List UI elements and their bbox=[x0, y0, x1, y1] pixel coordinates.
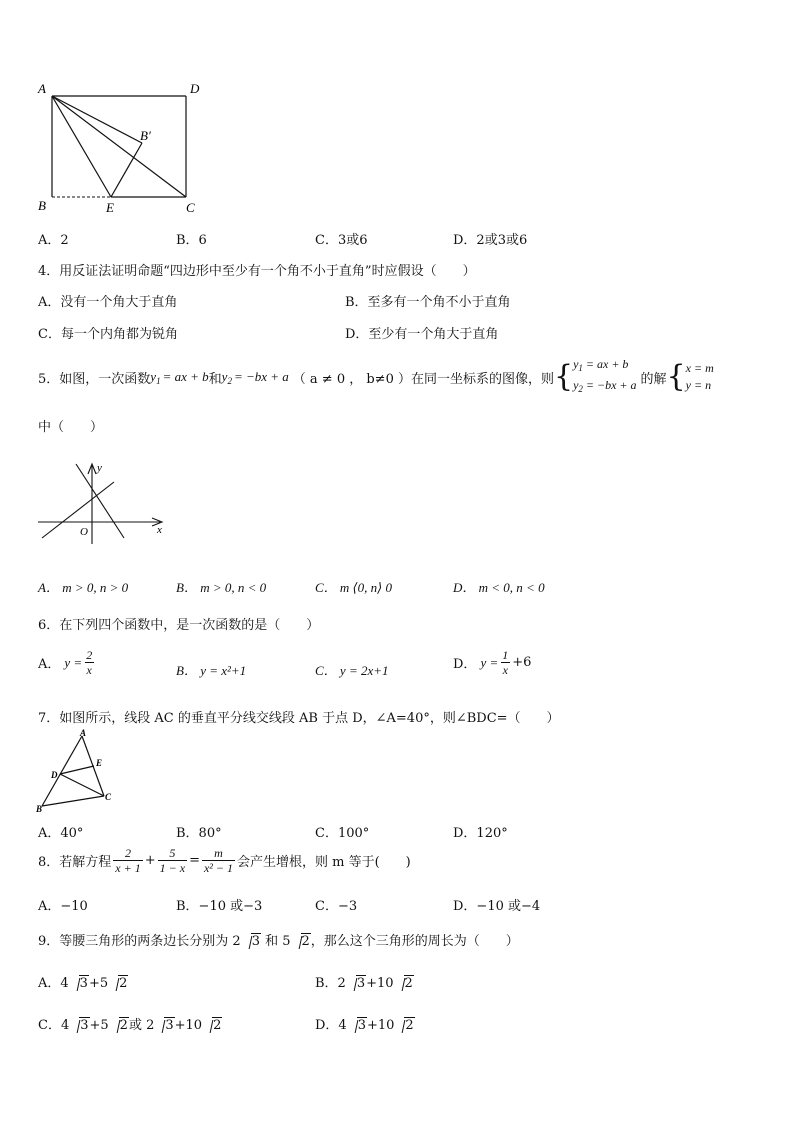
q7-stem: 7．如图所示，线段 AC 的垂直平分线交线段 AB 于点 D，∠A=40°，则∠BDC=（ ） bbox=[38, 711, 560, 726]
label-C: C bbox=[186, 200, 195, 215]
q4-option-c: C．每一个内角都为锐角 bbox=[38, 327, 178, 342]
label-B: B bbox=[38, 198, 46, 213]
q4-stem: 4．用反证法证明命题“四边形中至少有一个角不小于直角”时应假设（ ） bbox=[38, 264, 476, 279]
q7-option-b: B．80° bbox=[176, 826, 222, 841]
q5-system-row2: $y_2 = -bx + a$ bbox=[573, 378, 637, 394]
q7-label-D: D bbox=[51, 770, 58, 780]
q5-solution-row1: x = m bbox=[685, 361, 714, 375]
q5-prefix: 5．如图，一次函数 bbox=[38, 371, 151, 387]
q8-fraction-3: $\frac{m}{\text{x² − 1}}$ bbox=[203, 846, 233, 875]
q5-y2-var: $y_2$ bbox=[221, 368, 232, 386]
q7-label-B: B bbox=[36, 804, 43, 814]
q5-solution-brace: { bbox=[666, 359, 686, 394]
q8-option-c: C．−3 bbox=[315, 899, 358, 914]
q6-stem: 6．在下列四个函数中，是一次函数的是（ ） bbox=[38, 618, 320, 633]
q7-triangle-figure bbox=[34, 728, 119, 814]
q5-eq2: = −bx + a bbox=[233, 369, 289, 384]
q6-option-a: A． y = $\frac{2}{x}$ bbox=[38, 648, 93, 677]
q6-option-c: C． y = 2x+1 bbox=[315, 663, 389, 678]
q8-option-b: B．−10 或−3 bbox=[176, 899, 263, 914]
q5-option-d: D． m < 0, n < 0 bbox=[453, 580, 545, 595]
q5-stem bbox=[38, 356, 714, 398]
q7-option-a: A．40° bbox=[38, 826, 84, 841]
q5-option-c: C． m ⟨0, n⟩ 0 bbox=[315, 580, 392, 595]
q5-graph bbox=[36, 460, 171, 545]
q5-system-brace: { bbox=[553, 359, 574, 394]
q7-option-c: C．100° bbox=[315, 826, 370, 841]
q9-option-d: D．4 3+10 2 bbox=[315, 1018, 414, 1033]
label-A: A bbox=[38, 81, 46, 96]
q5-solution-row2: y = n bbox=[685, 378, 712, 392]
q7-option-d: D．120° bbox=[453, 826, 508, 841]
q5-graph-y-label: y bbox=[97, 462, 102, 474]
q5-eq1: = ax + b bbox=[162, 369, 209, 384]
q9-option-a: A．4 3+5 2 bbox=[38, 976, 128, 991]
q8-option-d: D．−10 或−4 bbox=[453, 899, 541, 914]
q6-option-b: B． y = x²+1 bbox=[176, 663, 247, 678]
q3-option-c: C．3或6 bbox=[315, 233, 368, 248]
q8-stem: 8．若解方程 $\frac{2}{x + 1}$ + $\frac{5}{1 - x}$ = $\frac{m}{\text{x² − 1}}$ 会产生增根，则 m 等于( ) bbox=[38, 846, 411, 875]
q3-option-d: D．2或3或6 bbox=[453, 233, 528, 248]
q5-option-a: A． m > 0, n > 0 bbox=[38, 580, 129, 595]
q7-label-A: A bbox=[80, 728, 87, 738]
q7-label-C: C bbox=[105, 792, 112, 802]
q5-y1-var: $y_1$ bbox=[150, 368, 161, 386]
q9-option-b: B．2 3+10 2 bbox=[315, 976, 413, 991]
rectangle-fold-figure bbox=[34, 78, 209, 218]
q5-graph-x-label: x bbox=[157, 524, 162, 536]
q3-option-a: A．2 bbox=[38, 233, 69, 248]
q8-option-a: A．−10 bbox=[38, 899, 88, 914]
q5-line2: 中（ ） bbox=[38, 420, 104, 435]
label-E: E bbox=[106, 200, 114, 215]
q7-label-E: E bbox=[96, 758, 103, 768]
q8-fraction-1: $\frac{2}{x + 1}$ bbox=[115, 846, 141, 875]
q4-option-a: A．没有一个角大于直角 bbox=[38, 295, 178, 310]
q9-option-c: C．4 3+5 2或 2 3+10 2 bbox=[38, 1018, 222, 1033]
q5-de-jie: 的解 bbox=[640, 371, 667, 387]
label-B-prime: B′ bbox=[140, 128, 151, 143]
label-D: D bbox=[190, 81, 200, 96]
q5-option-b: B． m > 0, n < 0 bbox=[176, 580, 267, 595]
q5-system bbox=[573, 356, 636, 398]
q5-and: 和 bbox=[208, 371, 222, 387]
q5-cond: （ a ≠ 0 ， b≠0 ）在同一坐标系的图像，则 bbox=[292, 371, 554, 387]
q3-option-b: B．6 bbox=[176, 233, 207, 248]
q5-system-row1: $y_1$ = ax + b bbox=[573, 357, 629, 373]
q5-solution bbox=[686, 360, 714, 394]
q5-graph-origin-label: O bbox=[80, 526, 88, 538]
q8-fraction-2: $\frac{5}{1 - x}$ bbox=[159, 846, 186, 875]
q9-stem: 9．等腰三角形的两条边长分别为 2 3 和 5 2，那么这个三角形的周长为（ ） bbox=[38, 934, 519, 949]
q4-option-d: D．至少有一个角大于直角 bbox=[345, 327, 499, 342]
q4-option-b: B．至多有一个角不小于直角 bbox=[345, 295, 511, 310]
q6-option-d: D． y = $\frac{1}{x}$ +6 bbox=[453, 648, 532, 677]
